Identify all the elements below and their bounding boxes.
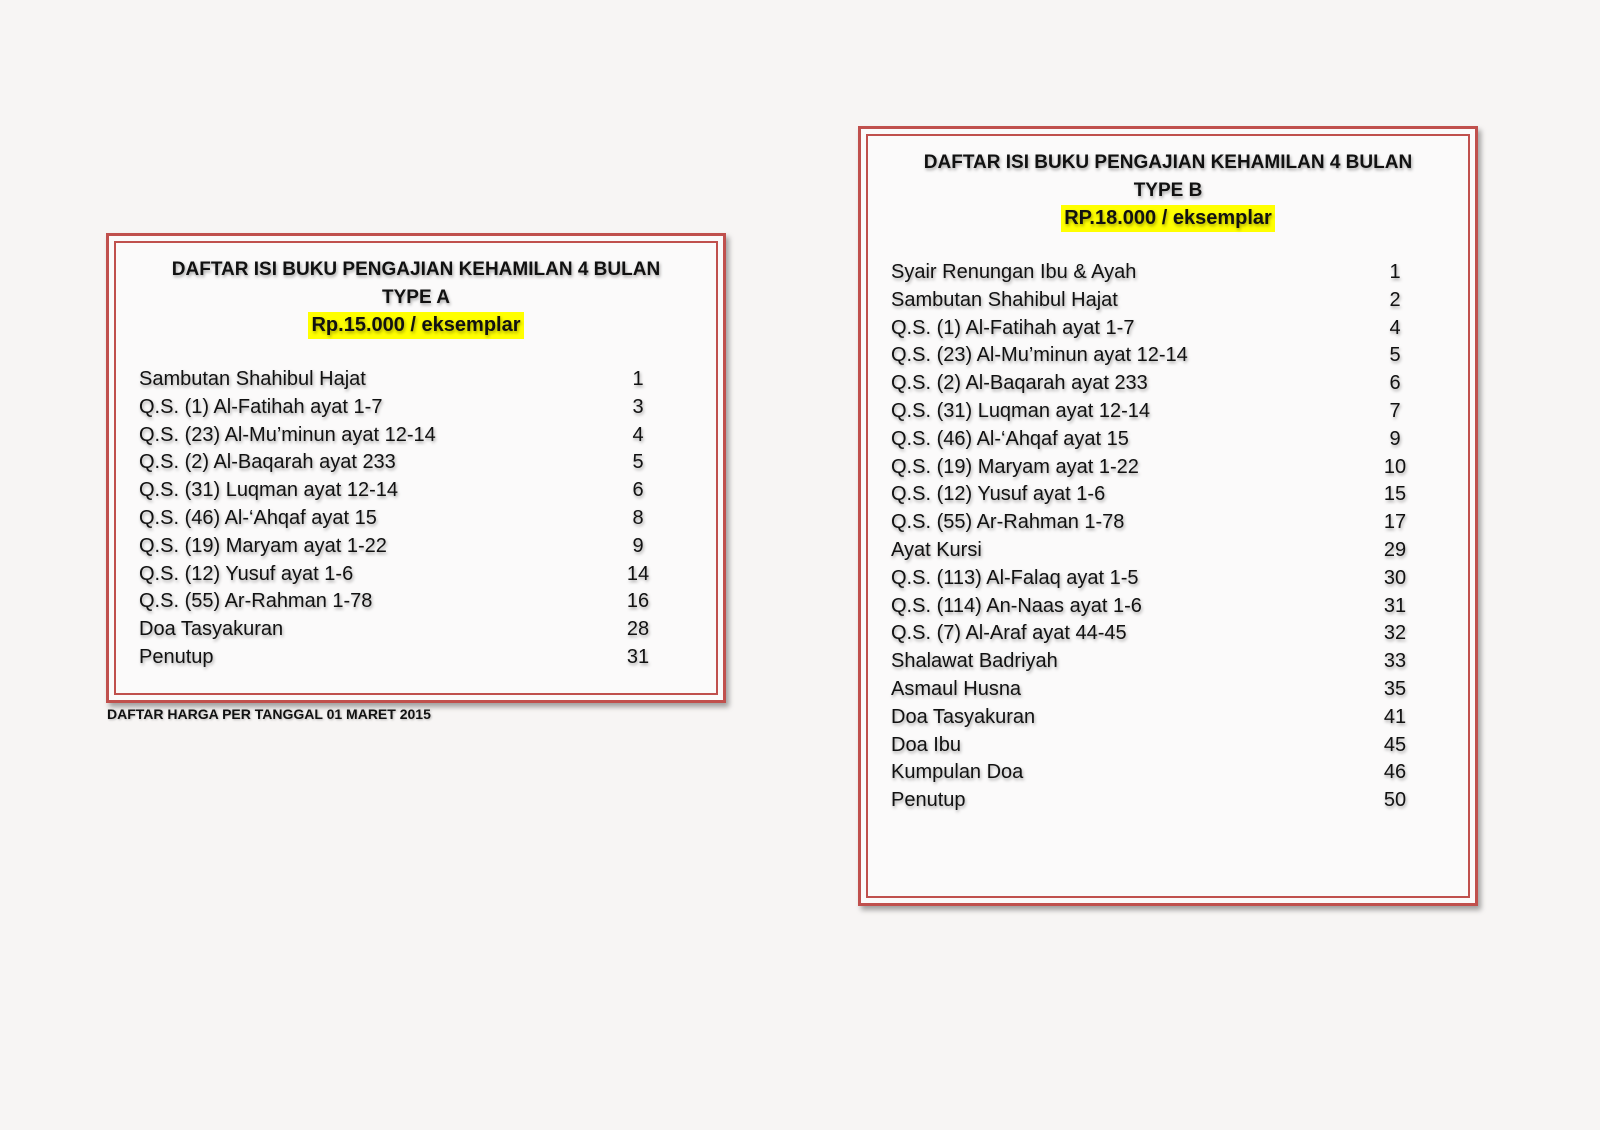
toc-row-page-number: 5	[1389, 344, 1401, 367]
toc-row-label: Sambutan Shahibul Hajat	[891, 288, 1118, 311]
toc-row	[139, 644, 679, 672]
toc-row-label: Q.S. (2) Al-Baqarah ayat 233	[891, 372, 1148, 395]
toc-row-label: Q.S. (23) Al-Mu’minun ayat 12-14	[139, 423, 436, 446]
toc-row	[139, 616, 679, 644]
toc-row	[891, 426, 1431, 454]
toc-row-page-number: 29	[1383, 538, 1407, 561]
toc-row	[891, 648, 1431, 676]
toc-row-page-number: 7	[1389, 399, 1401, 422]
toc-row-label: Q.S. (1) Al-Fatihah ayat 1-7	[891, 316, 1135, 339]
toc-row	[139, 394, 679, 422]
toc-row-page-number: 14	[626, 562, 650, 585]
toc-row-label: Doa Tasyakuran	[139, 618, 284, 641]
toc-row	[891, 481, 1431, 509]
toc-row-page-number: 3	[632, 395, 644, 418]
toc-row-label: Q.S. (55) Ar-Rahman 1-78	[891, 511, 1125, 534]
type-a-type-label: TYPE A	[382, 287, 450, 308]
type-a-title: DAFTAR ISI BUKU PENGAJIAN KEHAMILAN 4 BULAN	[171, 259, 661, 280]
toc-row	[891, 509, 1431, 537]
toc-row	[891, 620, 1431, 648]
type-b-price: RP.18.000 / eksemplar	[1061, 205, 1275, 232]
toc-row-label: Q.S. (46) Al-‘Ahqaf ayat 15	[891, 427, 1129, 450]
toc-row-page-number: 31	[626, 645, 650, 668]
toc-row	[891, 259, 1431, 287]
toc-row-page-number: 50	[1383, 789, 1407, 812]
toc-row-page-number: 32	[1383, 622, 1407, 645]
toc-row	[891, 398, 1431, 426]
toc-row-page-number: 17	[1383, 511, 1407, 534]
toc-row	[139, 533, 679, 561]
toc-row-page-number: 1	[1389, 261, 1401, 283]
toc-row	[139, 588, 679, 616]
toc-row-page-number: 35	[1383, 677, 1407, 700]
toc-row-page-number: 10	[1383, 455, 1407, 478]
toc-row	[139, 449, 679, 477]
toc-row	[891, 342, 1431, 370]
toc-row-label: Q.S. (113) Al-Falaq ayat 1-5	[891, 566, 1139, 589]
toc-row-label: Shalawat Badriyah	[891, 650, 1058, 673]
toc-row-label: Q.S. (7) Al-Araf ayat 44-45	[891, 622, 1127, 645]
toc-row-label: Sambutan Shahibul Hajat	[139, 368, 366, 390]
toc-row-label: Q.S. (19) Maryam ayat 1-22	[139, 534, 387, 557]
toc-row-label: Q.S. (46) Al-‘Ahqaf ayat 15	[139, 506, 377, 529]
toc-row	[891, 593, 1431, 621]
toc-row-page-number: 46	[1383, 761, 1407, 784]
toc-row-page-number: 33	[1383, 650, 1407, 673]
toc-row-label: Q.S. (2) Al-Baqarah ayat 233	[139, 451, 396, 474]
type-b-title: DAFTAR ISI BUKU PENGAJIAN KEHAMILAN 4 BULAN	[923, 152, 1413, 173]
toc-row	[139, 477, 679, 505]
type-b-card	[858, 126, 1478, 906]
toc-row-page-number: 16	[626, 590, 650, 613]
toc-row-page-number: 9	[632, 534, 644, 557]
toc-row-page-number: 9	[1389, 427, 1401, 450]
toc-row-page-number: 28	[626, 618, 650, 641]
toc-row-page-number: 2	[1389, 288, 1401, 311]
toc-row-page-number: 4	[632, 423, 644, 446]
toc-row-label: Q.S. (114) An-Naas ayat 1-6	[891, 594, 1142, 617]
toc-row-label: Syair Renungan Ibu & Ayah	[891, 261, 1137, 283]
type-a-card	[106, 233, 726, 703]
toc-row	[891, 537, 1431, 565]
toc-row-label: Doa Ibu	[891, 733, 962, 756]
toc-row	[891, 565, 1431, 593]
toc-row	[139, 505, 679, 533]
toc-row-page-number: 31	[1383, 594, 1407, 617]
toc-row	[891, 704, 1431, 732]
toc-row-page-number: 41	[1383, 705, 1407, 728]
toc-row	[891, 454, 1431, 482]
toc-row-label: Q.S. (12) Yusuf ayat 1-6	[891, 483, 1106, 506]
toc-row-label: Q.S. (31) Luqman ayat 12-14	[139, 479, 399, 502]
toc-row-page-number: 30	[1383, 566, 1407, 589]
toc-row	[891, 732, 1431, 760]
toc-row-label: Q.S. (23) Al-Mu’minun ayat 12-14	[891, 344, 1188, 367]
toc-row-label: Doa Tasyakuran	[891, 705, 1036, 728]
toc-row-label: Q.S. (12) Yusuf ayat 1-6	[139, 562, 354, 585]
price-date-footnote: DAFTAR HARGA PER TANGGAL 01 MARET 2015	[107, 706, 431, 722]
toc-row	[139, 366, 679, 394]
toc-row-page-number: 6	[632, 479, 644, 502]
type-b-header	[861, 149, 1475, 233]
toc-row	[891, 759, 1431, 787]
toc-row-label: Ayat Kursi	[891, 538, 982, 561]
type-a-price: Rp.15.000 / eksemplar	[308, 312, 523, 339]
toc-row-label: Kumpulan Doa	[891, 761, 1024, 784]
toc-row-label: Q.S. (1) Al-Fatihah ayat 1-7	[139, 395, 383, 418]
toc-row	[891, 676, 1431, 704]
type-a-toc-list	[139, 366, 679, 672]
toc-row-page-number: 6	[1389, 372, 1401, 395]
toc-row	[139, 422, 679, 450]
type-b-type-label: TYPE B	[1133, 180, 1203, 201]
toc-row-label: Q.S. (55) Ar-Rahman 1-78	[139, 590, 373, 613]
toc-row	[139, 561, 679, 589]
type-a-header	[109, 256, 723, 340]
toc-row	[891, 287, 1431, 315]
toc-row-page-number: 5	[632, 451, 644, 474]
type-b-toc-list	[891, 259, 1431, 815]
toc-row-label: Asmaul Husna	[891, 677, 1022, 700]
toc-row	[891, 315, 1431, 343]
toc-row-page-number: 4	[1389, 316, 1401, 339]
toc-row-label: Penutup	[891, 789, 966, 812]
toc-row	[891, 787, 1431, 815]
toc-row-page-number: 45	[1383, 733, 1407, 756]
toc-row-label: Penutup	[139, 645, 214, 668]
toc-row-label: Q.S. (31) Luqman ayat 12-14	[891, 399, 1151, 422]
toc-row-page-number: 1	[632, 368, 644, 390]
toc-row	[891, 370, 1431, 398]
toc-row-page-number: 15	[1383, 483, 1407, 506]
toc-row-page-number: 8	[632, 506, 644, 529]
toc-row-label: Q.S. (19) Maryam ayat 1-22	[891, 455, 1139, 478]
